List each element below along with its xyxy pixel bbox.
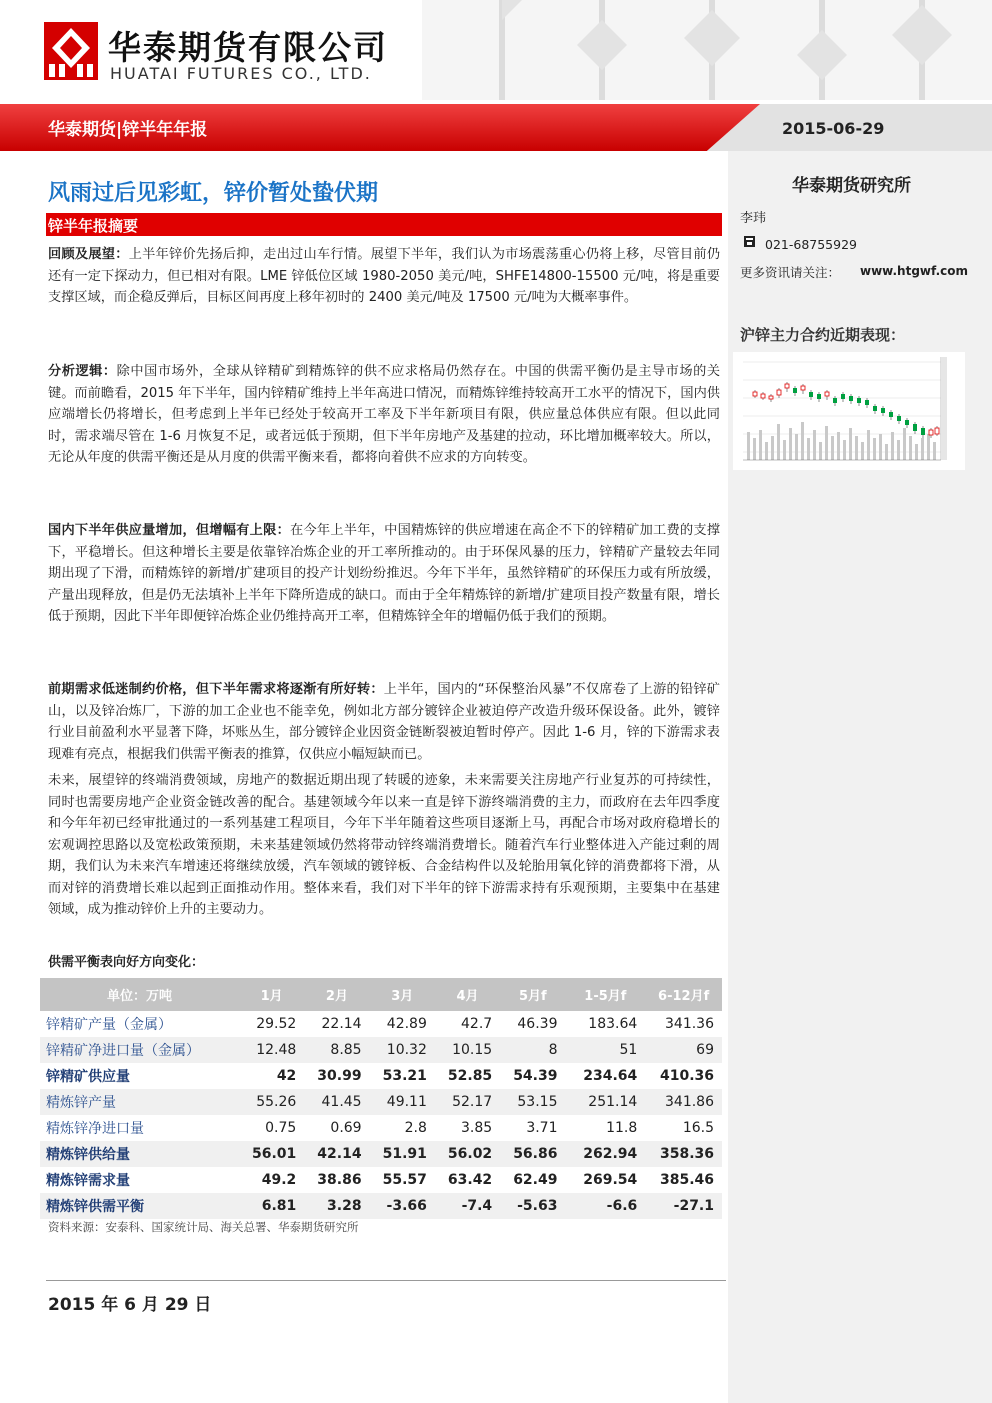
table-header-cell: 1-5月f: [565, 978, 645, 1011]
table-cell: 385.46: [659, 1172, 714, 1188]
table-cell: 51: [565, 1037, 645, 1063]
table-cell: 63.42: [447, 1172, 493, 1188]
paragraph-text: 在今年上半年，中国精炼锌的供应增速在高企不下的锌精矿加工费的支撑下，平稳增长。但这种增长主要是依靠锌冶炼企业的开工率所推动的。由于环保风暴的压力，锌精矿产量较去年同期出现了下滑，而精炼锌的新增/扩建项目的投产计划纷纷推迟。今年下半年，虽然锌精矿的环保压力或有所放缓，产量出现释放，但是仍无法填补上半年下降所造成的缺口。而由于全年精炼锌的新增/扩建项目投产数量有限，增长低于预期，因此下半年即便锌冶炼企业仍维持高开工率，但精炼锌全年的增幅仍低于我们的预期。: [48, 523, 721, 624]
table-header-cell: 2月: [304, 978, 369, 1011]
table-cell: 6.81: [239, 1193, 304, 1219]
table-cell: 3.85: [461, 1120, 493, 1136]
row-label: 精炼锌净进口量: [46, 1121, 144, 1137]
table-header-cell: 5月f: [500, 978, 565, 1011]
table-cell: 12.48: [239, 1037, 304, 1063]
company-name-en: HUATAI FUTURES CO., LTD.: [110, 64, 372, 83]
table-row: [40, 1063, 722, 1089]
table-cell: 2.8: [404, 1120, 427, 1136]
table-row: [40, 1037, 722, 1063]
table-cell: 52.17: [435, 1089, 500, 1115]
table-cell: 56.02: [435, 1141, 500, 1167]
more-info-label: 更多资讯请关注：: [740, 265, 841, 280]
chart-title: 沪锌主力合约近期表现：: [740, 326, 906, 344]
table-cell: 3.71: [526, 1120, 558, 1136]
table-header-cell: 1月: [239, 978, 304, 1011]
section-label: 锌半年报摘要: [48, 217, 139, 235]
company-name-cn: 华泰期货有限公司: [108, 28, 388, 67]
table-cell: 358.36: [645, 1141, 722, 1167]
table-cell: 341.86: [645, 1089, 722, 1115]
table-cell: 55.26: [239, 1089, 304, 1115]
table-cell: 251.14: [565, 1089, 645, 1115]
table-cell: 10.32: [370, 1037, 435, 1063]
row-label: 锌精矿产量（金属）: [46, 1017, 172, 1033]
analyst-name: 李玮: [740, 211, 767, 226]
table-cell: 29.52: [256, 1016, 297, 1032]
table-cell: 410.36: [659, 1068, 714, 1084]
row-label: 精炼锌需求量: [46, 1173, 130, 1189]
analyst-phone: 021-68755929: [765, 237, 857, 252]
table-header-row: [40, 978, 722, 1011]
row-label: 精炼锌供需平衡: [40, 1193, 239, 1219]
main-title: 风雨过后见彩虹，锌价暂处蛰伏期: [48, 181, 379, 206]
institute-name: 华泰期货研究所: [792, 176, 911, 196]
table-cell: 42.7: [461, 1016, 493, 1032]
report-type-title: 华泰期货|锌半年年报: [48, 120, 208, 140]
table-cell: 8: [500, 1037, 565, 1063]
paragraph-text: 上半年，国内的“环保整治风暴”不仅席卷了上游的铅锌矿山，以及锌冶炼厂，下游的加工企业也不能幸免，例如北方部分镀锌企业被迫停产改造升级环保设备。此外，镀锌行业目前盈利水平显著下降，坏账丛生，部分镀锌企业因资金链断裂被迫暂时停产。因此 1-6 月，锌的下游需求表现难有亮点，根据我们供需平衡表的推算，仅供应小幅短缺而已。: [48, 682, 720, 762]
paragraph-text: 上半年锌价先扬后抑，走出过山车行情。展望下半年，我们认为市场震荡重心仍将上移，尽管目前仍还有一定下探动力，但已相对有限。LME 锌低位区域 1980-2050 美元/吨，SHFE14800-15500 元/吨，将是重要支撑区域，而企稳反弹后，目标区间再度上移年初时的 2400 美元/吨及 17500 元/吨为大概率事件。: [48, 247, 721, 305]
paragraph-text: 除中国市场外，全球从锌精矿到精炼锌的供不应求格局仍然存在。中国的供需平衡仍是主导市场的关键。而前瞻看，2015 年下半年，国内锌精矿维持上半年高进口情况，而精炼锌维持较高开工水平的情况下，国内供应端增长仍将增长，但考虑到上半年已经处于较高开工率及下半年新项目有限，供应量总体供应有限。但以此同时，需求端尽管在 1-6 月恢复不足，或者远低于预期，但下半年房地产及基建的拉动，环比增加概率较大。所以，无论从年度的供需平衡还是从月度的供需平衡来看，都将向着供不应求的方向转变。: [48, 364, 721, 465]
table-row: [40, 1115, 722, 1141]
table-cell: 56.86: [500, 1141, 565, 1167]
company-logo: [44, 22, 98, 80]
table-cell: 49.2: [261, 1172, 297, 1188]
table-header-cell: 6-12月f: [645, 978, 722, 1011]
paragraph-outlook: [48, 770, 720, 921]
table-cell: 54.39: [513, 1068, 558, 1084]
footer-divider: [46, 1280, 726, 1281]
table-row: [40, 1089, 722, 1115]
price-chart-thumbnail: [733, 352, 965, 470]
table-title: 供需平衡表向好方向变化：: [48, 955, 205, 970]
table-row: [40, 1141, 722, 1167]
table-cell: 49.11: [370, 1089, 435, 1115]
paragraph-logic: 分析逻辑：除中国市场外，全球从锌精矿到精炼锌的供不应求格局仍然存在。中国的供需平衡仍是主导市场的关键。而前瞻看，2015 年下半年，国内锌精矿维持上半年高进口情况，而精炼锌维持较高开工水平的情况下，国内供应端增长仍将增长，但考虑到上半年已经处于较高开工率及下半年新项目有限，供应量总体供应有限。但以此同时，需求端尽管在 1-6 月恢复不足，或者远低于预期，但下半年房地产及基建的拉动，环比增加概率较大。所以，无论从年度的供需平衡还是从月度的供需平衡来看，都将向着供不应求的方向转变。: [48, 364, 721, 465]
paragraph-lead: 国内下半年供应量增加，但增幅有上限: [48, 523, 277, 538]
table-cell: -27.1: [645, 1193, 722, 1219]
table-cell: 56.01: [239, 1141, 304, 1167]
table-cell: 0.75: [265, 1120, 297, 1136]
table-cell: 0.69: [330, 1120, 362, 1136]
table-cell: -5.63: [500, 1193, 565, 1219]
table-cell: 262.94: [565, 1141, 645, 1167]
more-info-url[interactable]: www.htgwf.com: [860, 264, 968, 278]
table-cell: -6.6: [565, 1193, 645, 1219]
paragraph-supply: 国内下半年供应量增加，但增幅有上限：在今年上半年，中国精炼锌的供应增速在高企不下的锌精矿加工费的支撑下，平稳增长。但这种增长主要是依靠锌冶炼企业的开工率所推动的。由于环保风暴的压力，锌精矿产量较去年同期出现了下滑，而精炼锌的新增/扩建项目的投产计划纷纷推迟。今年下半年，虽然锌精矿的环保压力或有所放缓，产量出现释放，但是仍无法填补上半年下降所造成的缺口。而由于全年精炼锌的新增/扩建项目投产数量有限，增长低于预期，因此下半年即便锌冶炼企业仍维持高开工率，但精炼锌全年的增幅仍低于我们的预期。: [48, 523, 721, 624]
table-cell: 8.85: [304, 1037, 369, 1063]
table-cell: 11.8: [606, 1120, 638, 1136]
header-decoration: [422, 0, 992, 100]
report-date: 2015-06-29: [782, 119, 885, 138]
table-cell: 22.14: [321, 1016, 362, 1032]
table-cell: 38.86: [317, 1172, 362, 1188]
table-cell: 53.21: [382, 1068, 427, 1084]
table-header-cell: 3月: [370, 978, 435, 1011]
table-cell: 30.99: [317, 1068, 362, 1084]
table-cell: 42.14: [304, 1141, 369, 1167]
table-cell: 52.85: [447, 1068, 493, 1084]
table-cell: -7.4: [435, 1193, 500, 1219]
table-cell: 269.54: [583, 1172, 638, 1188]
table-cell: 42.89: [386, 1016, 427, 1032]
table-row: [40, 1167, 722, 1193]
table-cell: 234.64: [583, 1068, 638, 1084]
footer-date: 2015 年 6 月 29 日: [48, 1295, 212, 1315]
supply-demand-table: [40, 978, 722, 1219]
table-row: [40, 1011, 722, 1037]
table-header-cell: 单位：万吨: [40, 978, 239, 1011]
table-header-cell: 4月: [435, 978, 500, 1011]
table-cell: 46.39: [517, 1016, 558, 1032]
row-label: 锌精矿供应量: [46, 1069, 130, 1085]
section-bar: [46, 213, 722, 236]
row-label: 精炼锌产量: [40, 1089, 239, 1115]
table-cell: 55.57: [382, 1172, 427, 1188]
table-cell: 53.15: [500, 1089, 565, 1115]
paragraph-lead: 前期需求低迷制约价格，但下半年需求将逐渐有所好转: [48, 682, 371, 697]
table-cell: 10.15: [435, 1037, 500, 1063]
paragraph-lead: 分析逻辑: [48, 364, 103, 379]
data-source: 资料来源：安泰科、国家统计局、海关总署、华泰期货研究所: [48, 1220, 359, 1234]
table-cell: 69: [645, 1037, 722, 1063]
phone-icon: [744, 236, 755, 247]
row-label: 精炼锌供给量: [40, 1141, 239, 1167]
table-cell: 62.49: [513, 1172, 558, 1188]
paragraph-review: 回顾及展望：上半年锌价先扬后抑，走出过山车行情。展望下半年，我们认为市场震荡重心仍将上移，尽管目前仍还有一定下探动力，但已相对有限。LME 锌低位区域 1980-2050 美元/吨，SHFE14800-15500 元/吨，将是重要支撑区域，而企稳反弹后，目标区间再度上移年初时的 2400 美元/吨及 17500 元/吨为大概率事件。: [48, 247, 721, 305]
table-cell: 51.91: [370, 1141, 435, 1167]
table-cell: 183.64: [588, 1016, 638, 1032]
table-cell: -3.66: [370, 1193, 435, 1219]
paragraph-demand: 前期需求低迷制约价格，但下半年需求将逐渐有所好转：上半年，国内的“环保整治风暴”不仅席卷了上游的铅锌矿山，以及锌冶炼厂，下游的加工企业也不能幸免，例如北方部分镀锌企业被迫停产改造升级环保设备。此外，镀锌行业目前盈利水平显著下降，坏账丛生，部分镀锌企业因资金链断裂被迫暂时停产。因此 1-6 月，锌的下游需求表现难有亮点，根据我们供需平衡表的推算，仅供应小幅短缺而已。: [48, 682, 720, 762]
table-cell: 42: [276, 1068, 297, 1084]
table-cell: 3.28: [304, 1193, 369, 1219]
row-label: 锌精矿净进口量（金属）: [40, 1037, 239, 1063]
paragraph-lead: 回顾及展望: [48, 247, 116, 262]
table-cell: 16.5: [682, 1120, 714, 1136]
paragraph-text: 未来，展望锌的终端消费领域，房地产的数据近期出现了转暖的迹象，未来需要关注房地产行业复苏的可持续性，同时也需要房地产企业资金链改善的配合。基建领域今年以来一直是锌下游终端消费的主力，而政府在去年四季度和今年年初已经审批通过的一系列基建工程项目，今年下半年随着这些项目逐渐上马，再配合市场对政府稳增长的宏观调控思路以及宽松政策预期，未来基建领域仍然将带动锌终端消费增长。随着汽车行业整体进入产能过剩的周期，我们认为未来汽车增速还将继续放缓，汽车领域的镀锌板、合金结构件以及轮胎用氧化锌的消费都将下滑，从而对锌的消费增长难以起到正面推动作用。整体来看，我们对下半年的锌下游需求持有乐观预期，主要集中在基建领域，成为推动锌价上升的主要动力。: [48, 773, 720, 917]
table-cell: 41.45: [304, 1089, 369, 1115]
table-row: [40, 1193, 722, 1219]
table-cell: 341.36: [665, 1016, 714, 1032]
